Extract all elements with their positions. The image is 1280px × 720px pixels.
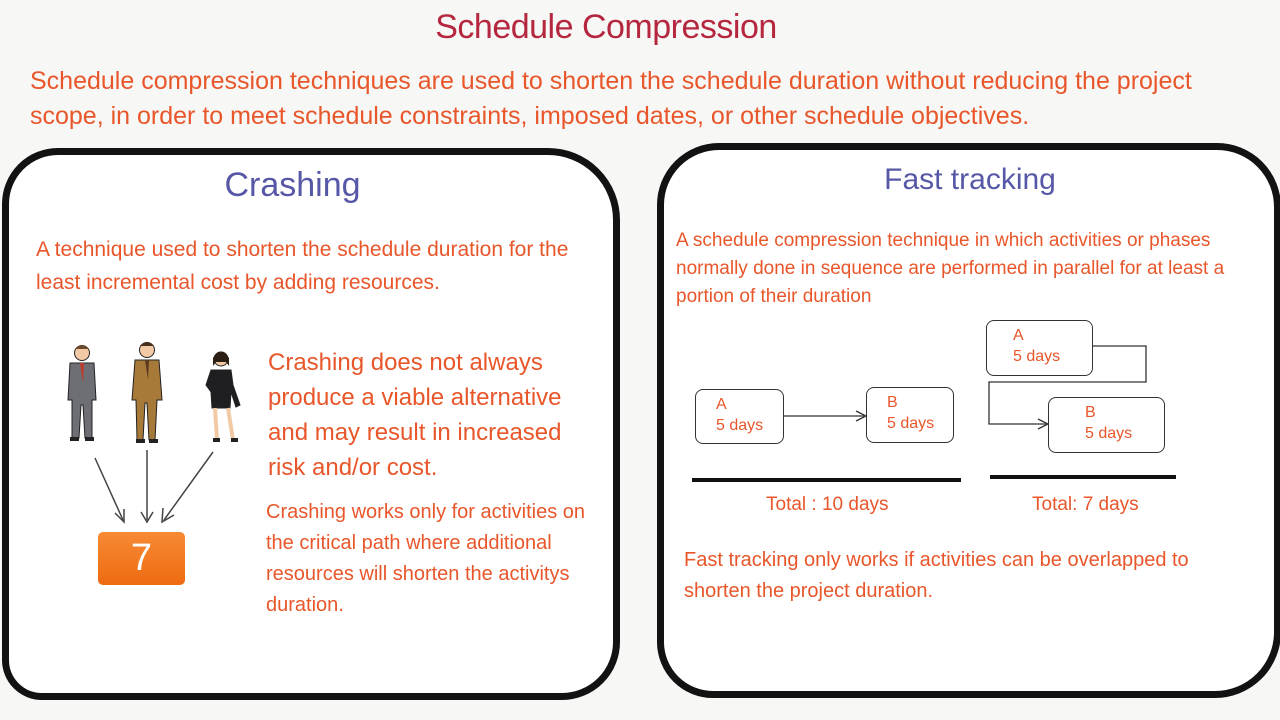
arrow-icon	[784, 411, 866, 421]
page-title: Schedule Compression	[435, 8, 777, 46]
crashing-note-critical-path: Crashing works only for activities on the critical path where additional resources will shorten the activitys duration.	[266, 501, 586, 616]
fast-tracking-definition: A schedule compression technique in which activities or phases normally done in sequence are performed in parallel for at least a portion of their duration	[676, 230, 1225, 307]
activity-label: B	[1085, 404, 1096, 421]
duration-badge: 7	[98, 532, 185, 585]
connector-line	[989, 346, 1146, 429]
activity-duration: 5 days	[1085, 425, 1133, 442]
crashing-heading: Crashing	[224, 166, 361, 204]
crashing-definition: A technique used to shorten the schedule duration for the least incremental cost by adding resources.	[36, 238, 569, 294]
activity-label: A	[1013, 327, 1024, 344]
parallel-total: Total: 7 days	[1032, 494, 1139, 515]
activity-label: A	[716, 396, 727, 413]
intro-text: Schedule compression techniques are used to shorten the schedule duration without reducing the project scope, in order to meet schedule constraints, imposed dates, or other schedule objectives.	[30, 67, 1192, 130]
crashing-note-risk: Crashing does not always produce a viable alternative and may result in increased risk and/or cost.	[268, 349, 562, 481]
fast-tracking-note: Fast tracking only works if activities can be overlapped to shorten the project duration.	[684, 549, 1189, 602]
activity-duration: 5 days	[887, 415, 935, 432]
sequential-total: Total : 10 days	[766, 494, 889, 515]
activity-duration: 5 days	[1013, 348, 1061, 365]
activity-label: B	[887, 394, 898, 411]
fast-tracking-heading: Fast tracking	[884, 163, 1056, 196]
activity-duration: 5 days	[716, 417, 764, 434]
